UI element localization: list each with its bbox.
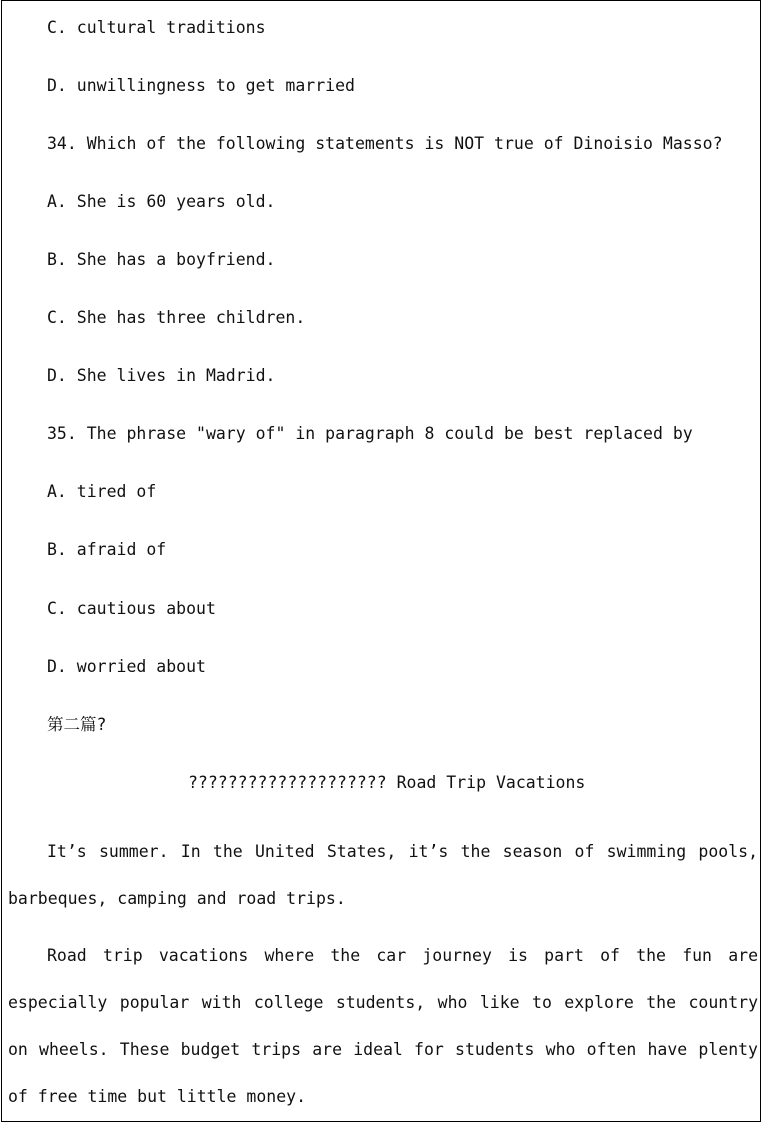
option-c-q33: C. cultural traditions (47, 18, 266, 37)
passage-paragraph-1: It’s summer. In the United States, it’s the season of swimming pools, barbeques, camping and road trips. (8, 842, 758, 908)
passage-paragraph-2: Road trip vacations where the car journey is part of the fun are especially popular with college students, who like to explore the country on wheels. These budget trips are ideal for students who often have plenty of free time but little money. (8, 946, 758, 1106)
option-d-q35: D. worried about (47, 657, 206, 676)
question-34: 34. Which of the following statements is NOT true of Dinoisio Masso? (47, 134, 723, 153)
option-a-q35: A. tired of (47, 482, 157, 501)
option-b-q34: B. She has a boyfriend. (47, 250, 276, 269)
option-b-q35: B. afraid of (47, 540, 167, 559)
option-c-q34: C. She has three children. (47, 308, 306, 327)
option-a-q34: A. She is 60 years old. (47, 192, 276, 211)
option-d-q33: D. unwillingness to get married (47, 76, 355, 95)
document-page (1, 0, 761, 1122)
option-c-q35: C. cautious about (47, 599, 216, 618)
section-heading: 第二篇? (47, 715, 107, 734)
passage-title: ???????????????????? Road Trip Vacations (188, 773, 586, 792)
option-d-q34: D. She lives in Madrid. (47, 366, 276, 385)
question-35: 35. The phrase "wary of" in paragraph 8 could be best replaced by (47, 424, 693, 443)
